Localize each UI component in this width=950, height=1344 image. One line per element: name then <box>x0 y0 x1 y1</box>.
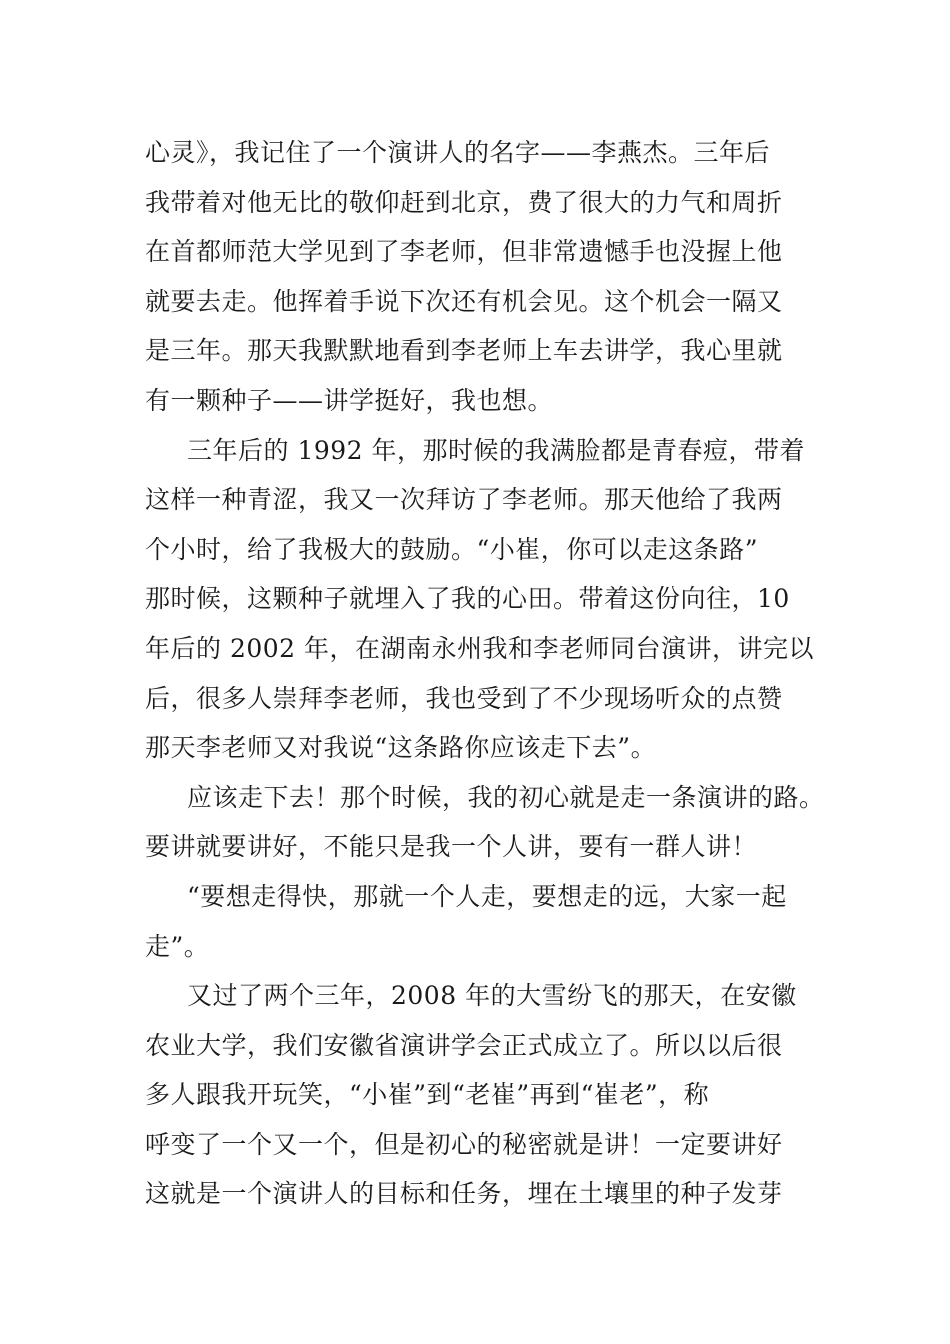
text-line: 有一颗种子——讲学挺好，我也想。 <box>145 385 554 415</box>
paragraph-first-line: “要想走得快，那就一个人走，要想走的远，大家一起 <box>187 881 787 911</box>
text-line: 这样一种青涩，我又一次拜访了李老师。那天他给了我两 <box>145 485 783 515</box>
paragraph-first-line: 三年后的 1992 年，那时候的我满脸都是青春痘，带着 <box>187 435 806 465</box>
text-line: 走”。 <box>145 931 210 961</box>
paragraph-first-line: 应该走下去！那个时候，我的初心就是走一条演讲的路。 <box>187 782 825 812</box>
text-line: 我带着对他无比的敬仰赶到北京，费了很大的力气和周折 <box>145 187 783 217</box>
text-line: 那时候，这颗种子就埋入了我的心田。带着这份向往，10 <box>145 584 790 614</box>
text-line: 是三年。那天我默默地看到李老师上车去讲学，我心里就 <box>145 336 783 366</box>
text-line: 农业大学，我们安徽省演讲学会正式成立了。所以以后很 <box>145 1030 783 1060</box>
text-line: 年后的 2002 年，在湖南永州我和李老师同台演讲，讲完以 <box>145 633 815 663</box>
text-line: 个小时，给了我极大的鼓励。“小崔，你可以走这条路” <box>145 534 759 564</box>
text-line: 在首都师范大学见到了李老师，但非常遗憾手也没握上他 <box>145 237 783 267</box>
paragraph-first-line: 又过了两个三年，2008 年的大雪纷飞的那天，在安徽 <box>187 981 797 1011</box>
text-line: 后，很多人崇拜李老师，我也受到了不少现场听众的点赞 <box>145 683 783 713</box>
text-line: 要讲就要讲好，不能只是我一个人讲，要有一群人讲！ <box>145 832 758 862</box>
body-text <box>145 128 825 1219</box>
text-line: 心灵》，我记住了一个演讲人的名字——李燕杰。三年后 <box>145 138 771 167</box>
text-line: 呼变了一个又一个，但是初心的秘密就是讲！一定要讲好 <box>145 1129 783 1159</box>
text-line: 那天李老师又对我说“这条路你应该走下去”。 <box>145 733 657 763</box>
text-line: 这就是一个演讲人的目标和任务，埋在土壤里的种子发芽 <box>145 1179 783 1209</box>
text-line: 多人跟我开玩笑，“小崔”到“老崔”再到“崔老”，称 <box>145 1080 710 1110</box>
text-line: 就要去走。他挥着手说下次还有机会见。这个机会一隔又 <box>145 286 783 316</box>
